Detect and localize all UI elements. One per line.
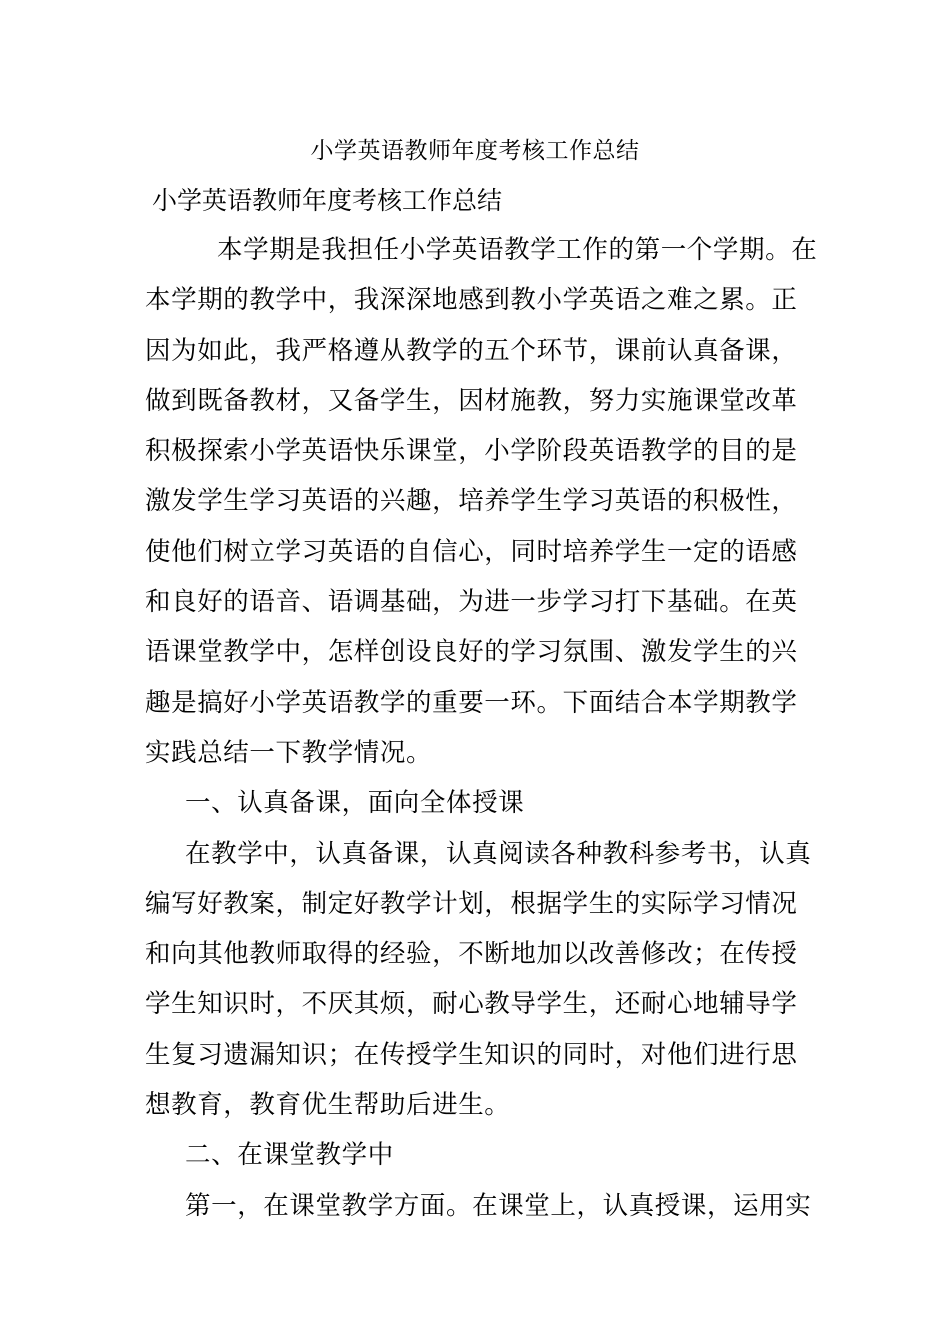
text-line: 积极探索小学英语快乐课堂，小学阶段英语教学的目的是 [145,436,798,467]
text-line: 本学期的教学中，我深深地感到教小学英语之难之累。正 [145,285,798,316]
text-line: 实践总结一下教学情况。 [145,737,433,768]
text-line: 在教学中，认真备课，认真阅读各种教科参考书，认真 [185,838,812,869]
text-line: 二、在课堂教学中 [185,1140,394,1171]
text-line: 生复习遗漏知识；在传授学生知识的同时，对他们进行思 [145,1039,798,1070]
text-line: 趣是搞好小学英语教学的重要一环。下面结合本学期教学 [145,687,798,718]
text-line: 和良好的语音、语调基础，为进一步学习打下基础。在英 [145,587,798,618]
text-line: 做到既备教材，又备学生，因材施教，努力实施课堂改革 [145,385,798,416]
text-line: 本学期是我担任小学英语教学工作的第一个学期。在 [217,235,818,265]
text-line: 学生知识时，不厌其烦，耐心教导学生，还耐心地辅导学 [145,989,798,1020]
text-line: 因为如此，我严格遵从教学的五个环节，课前认真备课， [145,335,798,366]
text-line: 编写好教案，制定好教学计划，根据学生的实际学习情况 [145,888,798,919]
page-title: 小学英语教师年度考核工作总结 [310,138,640,164]
text-line: 使他们树立学习英语的自信心，同时培养学生一定的语感 [145,536,798,567]
text-line: 语课堂教学中，怎样创设良好的学习氛围、激发学生的兴 [145,637,798,668]
text-line: 想教育，教育优生帮助后进生。 [145,1090,511,1121]
text-line: 第一，在课堂教学方面。在课堂上，认真授课，运用实 [185,1190,812,1221]
document-subtitle: 小学英语教师年度考核工作总结 [152,186,503,215]
text-line: 激发学生学习英语的兴趣，培养学生学习英语的积极性， [145,486,798,517]
text-line: 和向其他教师取得的经验，不断地加以改善修改；在传授 [145,939,798,970]
text-line: 一、认真备课，面向全体授课 [185,788,525,819]
body-text [145,230,818,1236]
